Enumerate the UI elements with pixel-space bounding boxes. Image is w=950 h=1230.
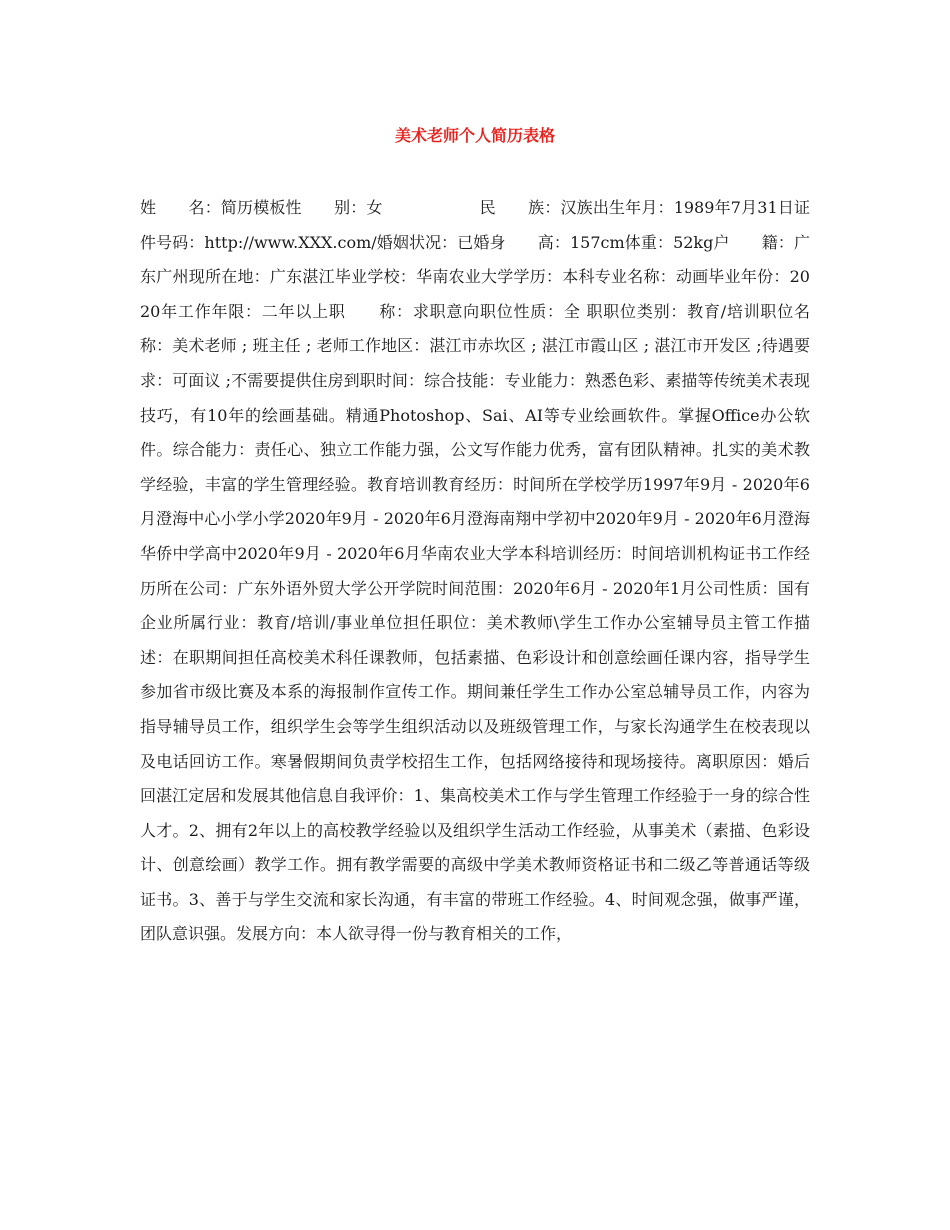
document-title: 美术老师个人简历表格 <box>394 126 555 145</box>
document-body: 姓 名：简历模板性 别：女 民 族：汉族出生年月：1989年7月31日证件号码：http://www.XXX.com/婚姻状况：已婚身 高：157cm体重：52kg户 籍：广东广州现所在地：广东湛江毕业学校：华南农业大学学历：本科专业名称：动画毕业年份：2020年工作年限：二年以上职 称：求职意向职位性质：全 职职位类别：教育/培训职位名称：美术老师 ; 班主任 ; 老师工作地区：湛江市赤坎区 ; 湛江市霞山区 ; 湛江市开发区 ;待遇要求：可面议 ;不需要提供住房到职时间：综合技能：专业能力：熟悉色彩、素描等传统美术表现技巧，有10年的绘画基础。精通Photoshop、Sai、AI等专业绘画软件。掌握Office办公软件。综合能力：责任心、独立工作能力强，公文写作能力优秀，富有团队精神。扎实的美术教学经验，丰富的学生管理经验。教育培训教育经历：时间所在学校学历1997年9月 - 2020年6月澄海中心小学小学2020年9月 - 2020年6月澄海南翔中学初中2020年9月 - 2020年6月澄海华侨中学高中2020年9月 - 2020年6月华南农业大学本科培训经历：时间培训机构证书工作经历所在公司：广东外语外贸大学公开学院时间范围：2020年6月 - 2020年1月公司性质：国有企业所属行业：教育/培训/事业单位担任职位：美术教师\学生工作办公室辅导员主管工作描述：在职期间担任高校美术科任课教师，包括素描、色彩设计和创意绘画任课内容，指导学生参加省市级比赛及本系的海报制作宣传工作。期间兼任学生工作办公室总辅导员工作，内容为指导辅导员工作，组织学生会等学生组织活动以及班级管理工作，与家长沟通学生在校表现以及电话回访工作。寒暑假期间负责学校招生工作，包括网络接待和现场接待。离职原因：婚后回湛江定居和发展其他信息自我评价：1、集高校美术工作与学生管理工作经验于一身的综合性人才。2、拥有2年以上的高校教学经验以及组织学生活动工作经验，从事美术（素描、色彩设计、创意绘画）教学工作。拥有教学需要的高级中学美术教师资格证书和二级乙等普通话等级证书。3、善于与学生交流和家长沟通，有丰富的带班工作经验。4、时间观念强，做事严谨，团队意识强。发展方向：本人欲寻得一份与教育相关的工作， <box>140 198 810 944</box>
